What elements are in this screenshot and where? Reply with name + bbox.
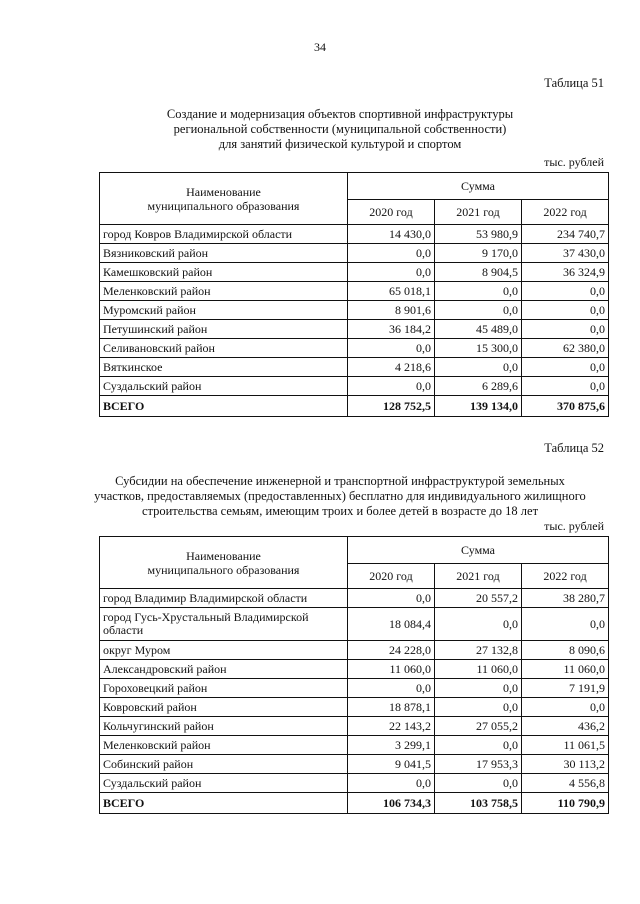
municipality-name: Гороховецкий район xyxy=(100,679,348,698)
value-2021: 27 132,8 xyxy=(435,641,522,660)
table-row xyxy=(100,679,609,698)
value-2021: 0,0 xyxy=(435,736,522,755)
total-2021: 103 758,5 xyxy=(435,793,522,814)
value-2022: 11 061,5 xyxy=(522,736,609,755)
value-2020: 8 901,6 xyxy=(348,301,435,320)
name-header-line: муниципального образования xyxy=(147,562,300,577)
value-2022: 37 430,0 xyxy=(522,244,609,263)
value-2021: 0,0 xyxy=(435,358,522,377)
total-row xyxy=(100,793,609,814)
table-row xyxy=(100,358,609,377)
municipality-name: город Гусь-Хрустальный Владимирской области xyxy=(100,608,348,641)
value-2022: 436,2 xyxy=(522,717,609,736)
value-2020: 0,0 xyxy=(348,263,435,282)
table-51-label: Таблица 51 xyxy=(544,76,604,90)
value-2020: 65 018,1 xyxy=(348,282,435,301)
value-2021: 11 060,0 xyxy=(435,660,522,679)
value-2022: 4 556,8 xyxy=(522,774,609,793)
table-52-title-line: участков, предоставляемых (предоставленных) бесплатно для индивидуального жилищного xyxy=(94,489,586,503)
year-header-2022: 2022 год xyxy=(522,200,609,225)
municipality-name: Муромский район xyxy=(100,301,348,320)
table-51-title-line: для занятий физической культурой и спортом xyxy=(218,137,462,151)
value-2020: 11 060,0 xyxy=(348,660,435,679)
total-label: ВСЕГО xyxy=(100,396,348,417)
value-2022: 0,0 xyxy=(522,282,609,301)
municipality-name: Суздальский район xyxy=(100,774,348,793)
value-2020: 22 143,2 xyxy=(348,717,435,736)
value-2022: 0,0 xyxy=(522,358,609,377)
table-row xyxy=(100,774,609,793)
table-51-title-line: региональной собственности (муниципальной собственности) xyxy=(173,122,507,136)
table-52-units: тыс. рублей xyxy=(544,519,604,533)
table-row xyxy=(100,301,609,320)
value-2020: 4 218,6 xyxy=(348,358,435,377)
value-2021: 6 289,6 xyxy=(435,377,522,396)
value-2020: 0,0 xyxy=(348,589,435,608)
table-row xyxy=(100,320,609,339)
value-2021: 0,0 xyxy=(435,301,522,320)
value-2021: 45 489,0 xyxy=(435,320,522,339)
table-row xyxy=(100,660,609,679)
total-2020: 106 734,3 xyxy=(348,793,435,814)
table-row xyxy=(100,717,609,736)
value-2021: 15 300,0 xyxy=(435,339,522,358)
value-2020: 3 299,1 xyxy=(348,736,435,755)
table-row xyxy=(100,641,609,660)
value-2021: 0,0 xyxy=(435,608,522,641)
municipality-name: город Ковров Владимирской области xyxy=(100,225,348,244)
value-2022: 8 090,6 xyxy=(522,641,609,660)
value-2020: 18 084,4 xyxy=(348,608,435,641)
table-51 xyxy=(99,172,609,417)
value-2021: 20 557,2 xyxy=(435,589,522,608)
municipality-name: город Владимир Владимирской области xyxy=(100,589,348,608)
page-number: 34 xyxy=(314,40,326,54)
table-row xyxy=(100,377,609,396)
year-header-2021: 2021 год xyxy=(435,564,522,589)
table-row xyxy=(100,608,609,641)
table-row xyxy=(100,282,609,301)
value-2020: 0,0 xyxy=(348,679,435,698)
table-row xyxy=(100,263,609,282)
value-2021: 27 055,2 xyxy=(435,717,522,736)
municipality-name: округ Муром xyxy=(100,641,348,660)
value-2020: 18 878,1 xyxy=(348,698,435,717)
table-52-title xyxy=(60,474,620,519)
value-2020: 36 184,2 xyxy=(348,320,435,339)
total-2022: 370 875,6 xyxy=(522,396,609,417)
table-51-units: тыс. рублей xyxy=(544,155,604,169)
value-2022: 7 191,9 xyxy=(522,679,609,698)
value-2020: 0,0 xyxy=(348,377,435,396)
name-header-line: Наименование xyxy=(186,184,261,199)
municipality-name: Собинский район xyxy=(100,755,348,774)
table-row xyxy=(100,225,609,244)
table-row xyxy=(100,589,609,608)
year-header-2021: 2021 год xyxy=(435,200,522,225)
table-row xyxy=(100,244,609,263)
value-2021: 0,0 xyxy=(435,679,522,698)
municipality-name: Александровский район xyxy=(100,660,348,679)
value-2022: 0,0 xyxy=(522,377,609,396)
value-2022: 0,0 xyxy=(522,698,609,717)
table-52-label: Таблица 52 xyxy=(544,441,604,455)
year-header-2020: 2020 год xyxy=(348,564,435,589)
value-2022: 38 280,7 xyxy=(522,589,609,608)
value-2022: 11 060,0 xyxy=(522,660,609,679)
total-row xyxy=(100,396,609,417)
table-row xyxy=(100,736,609,755)
sum-column-header: Сумма xyxy=(348,173,609,200)
value-2020: 9 041,5 xyxy=(348,755,435,774)
total-2020: 128 752,5 xyxy=(348,396,435,417)
sum-column-header: Сумма xyxy=(348,537,609,564)
municipality-name: Меленковский район xyxy=(100,736,348,755)
value-2021: 9 170,0 xyxy=(435,244,522,263)
value-2022: 0,0 xyxy=(522,608,609,641)
table-52 xyxy=(99,536,609,814)
municipality-name: Ковровский район xyxy=(100,698,348,717)
table-51-title xyxy=(60,107,620,152)
value-2020: 0,0 xyxy=(348,774,435,793)
total-2021: 139 134,0 xyxy=(435,396,522,417)
value-2022: 30 113,2 xyxy=(522,755,609,774)
municipality-name: Кольчугинский район xyxy=(100,717,348,736)
value-2022: 0,0 xyxy=(522,320,609,339)
municipality-name: Селивановский район xyxy=(100,339,348,358)
value-2022: 36 324,9 xyxy=(522,263,609,282)
table-52-title-line: строительства семьям, имеющим троих и более детей в возрасте до 18 лет xyxy=(141,504,539,518)
value-2021: 0,0 xyxy=(435,698,522,717)
value-2021: 17 953,3 xyxy=(435,755,522,774)
table-row xyxy=(100,755,609,774)
name-header-line: Наименование xyxy=(186,548,261,563)
total-label: ВСЕГО xyxy=(100,793,348,814)
year-header-2020: 2020 год xyxy=(348,200,435,225)
value-2020: 24 228,0 xyxy=(348,641,435,660)
name-column-header xyxy=(100,173,348,225)
value-2022: 234 740,7 xyxy=(522,225,609,244)
table-row xyxy=(100,339,609,358)
municipality-name: Вязниковский район xyxy=(100,244,348,263)
table-row xyxy=(100,698,609,717)
municipality-name: Камешковский район xyxy=(100,263,348,282)
value-2021: 0,0 xyxy=(435,774,522,793)
value-2021: 53 980,9 xyxy=(435,225,522,244)
value-2020: 14 430,0 xyxy=(348,225,435,244)
municipality-name: Петушинский район xyxy=(100,320,348,339)
year-header-2022: 2022 год xyxy=(522,564,609,589)
name-header-line: муниципального образования xyxy=(147,198,300,213)
table-51-title-line: Создание и модернизация объектов спортивной инфраструктуры xyxy=(166,107,514,121)
name-column-header xyxy=(100,537,348,589)
value-2020: 0,0 xyxy=(348,244,435,263)
value-2021: 0,0 xyxy=(435,282,522,301)
municipality-name: Вяткинское xyxy=(100,358,348,377)
table-52-title-line: Субсидии на обеспечение инженерной и транспортной инфраструктурой земельных xyxy=(115,474,565,488)
value-2022: 62 380,0 xyxy=(522,339,609,358)
value-2020: 0,0 xyxy=(348,339,435,358)
municipality-name: Суздальский район xyxy=(100,377,348,396)
value-2021: 8 904,5 xyxy=(435,263,522,282)
total-2022: 110 790,9 xyxy=(522,793,609,814)
value-2022: 0,0 xyxy=(522,301,609,320)
municipality-name: Меленковский район xyxy=(100,282,348,301)
